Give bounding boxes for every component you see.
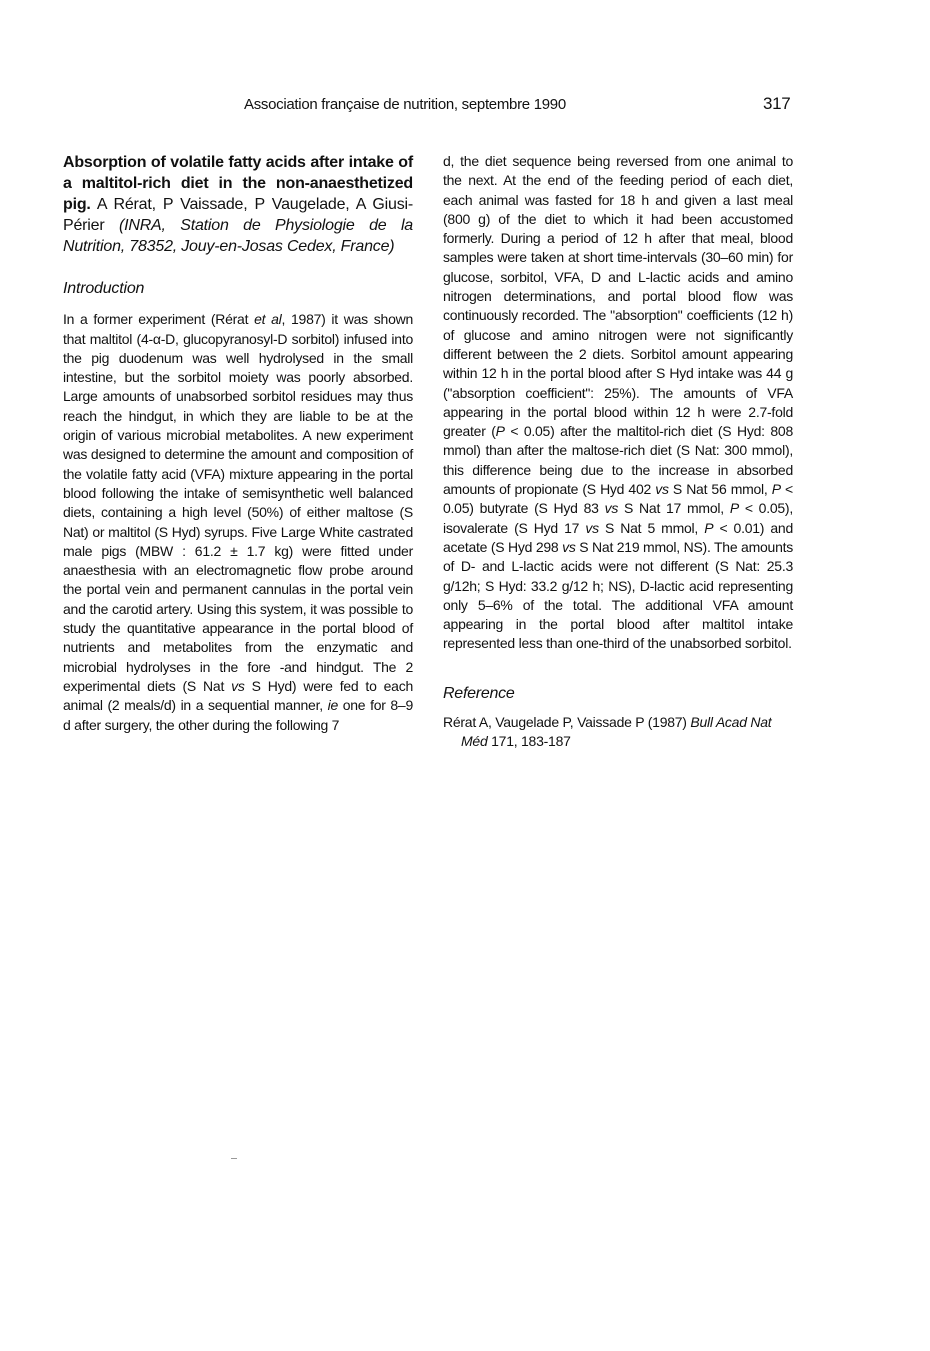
article-heading [63,152,413,257]
reference-entry: Rérat A, Vaugelade P, Vaissade P (1987) Bull Acad Nat Méd 171, 183-187 [443,714,772,750]
right-column [443,152,793,752]
article-title: Absorption of volatile fatty acids after intake of a maltitol-rich diet in the non-anaesthetized pig. [63,154,413,213]
introduction-heading: Introduction [63,280,145,297]
journal-header: Association française de nutrition, septembre 1990 [244,96,566,113]
reference-heading: Reference [443,684,515,702]
page-number: 317 [763,94,791,113]
article-authors: A Rérat, P Vaissade, P Vaugelade, A Giusi-Périer [63,196,413,234]
introduction-text-part1: In a former experiment (Rérat et al, 1987) it was shown that maltitol (4-α-D, glucopyranosyl-D sorbitol) infused into the pig duodenum was well hydrolysed in the small intestine, but the sorbitol moiety was poorly absorbed. Large amounts of unabsorbed sorbitol residues may thus reach the hindgut, in which they are liable to be at the origin of various microbial metabolites. A new experiment was designed to determine the amount and composition of the volatile fatty acid (VFA) mixture appearing in the portal blood following the intake of semisynthetic well balanced diets, containing a high level (50%) of either maltose (S Nat) or maltitol (S Hyd) syrups. Five Large White castrated male pigs (MBW : 61.2 ± 1.7 kg) were fitted under anaesthesia with an electromagnetic flow probe around the portal vein and permanent cannulas in the portal vein and the carotid artery. Using this system, it was possible to study the quantitative appearance in the portal blood of nutrients and metabolites from the enzymatic and microbial hydrolyses in the fore -and hindgut. The 2 experimental diets (S Nat vs S Hyd) were fed to each animal (2 meals/d) in a sequential manner, ie one for 8–9 d after surgery, the other during the following 7 [63,311,414,733]
running-header [0,94,930,118]
page-mark [231,1158,237,1159]
left-column [63,152,413,735]
introduction-text-part2: d, the diet sequence being reversed from one animal to the next. At the end of the feeding period of each diet, each animal was fasted for 18 h and given a last meal (800 g) of the diet to which it had been accustomed formerly. During a period of 12 h after that meal, blood samples were taken at short time-intervals (30–60 min) for glucose, sorbitol, VFA, D and L-lactic acids and amino nitrogen determinations, and portal blood flow was continuously recorded. The "absorption" coefficients (12 h) of glucose and amino nitrogen were not significantly different between the 2 diets. Sorbitol amount appearing within 12 h in the portal blood after S Hyd intake was 44 g ("absorption coefficient": 25%). The amounts of VFA appearing in the portal blood within 12 h were 2.7-fold greater (P < 0.05) after the maltitol-rich diet (S Hyd: 808 mmol) than after the maltose-rich diet (S Nat: 300 mmol), this difference being due to the increase in absorbed amounts of propionate (S Hyd 402 vs S Nat 56 mmol, P < 0.05) butyrate (S Hyd 83 vs S Nat 17 mmol, P < 0.05), isovalerate (S Hyd 17 vs S Nat 5 mmol, P < 0.01) and acetate (S Hyd 298 vs S Nat 219 mmol, NS). The amounts of D- and L-lactic acids were not different (S Nat: 25.3 g/12h; S Hyd: 33.2 g/12 h; NS), D-lactic acid representing only 5–6% of the total. The additional VFA amount appearing in the portal blood after maltitol intake represented less than one-third of the unabsorbed sorbitol. [443,153,793,652]
article-affiliation: (INRA, Station de Physiologie de la Nutrition, 78352, Jouy-en-Josas Cedex, France) [63,217,414,255]
